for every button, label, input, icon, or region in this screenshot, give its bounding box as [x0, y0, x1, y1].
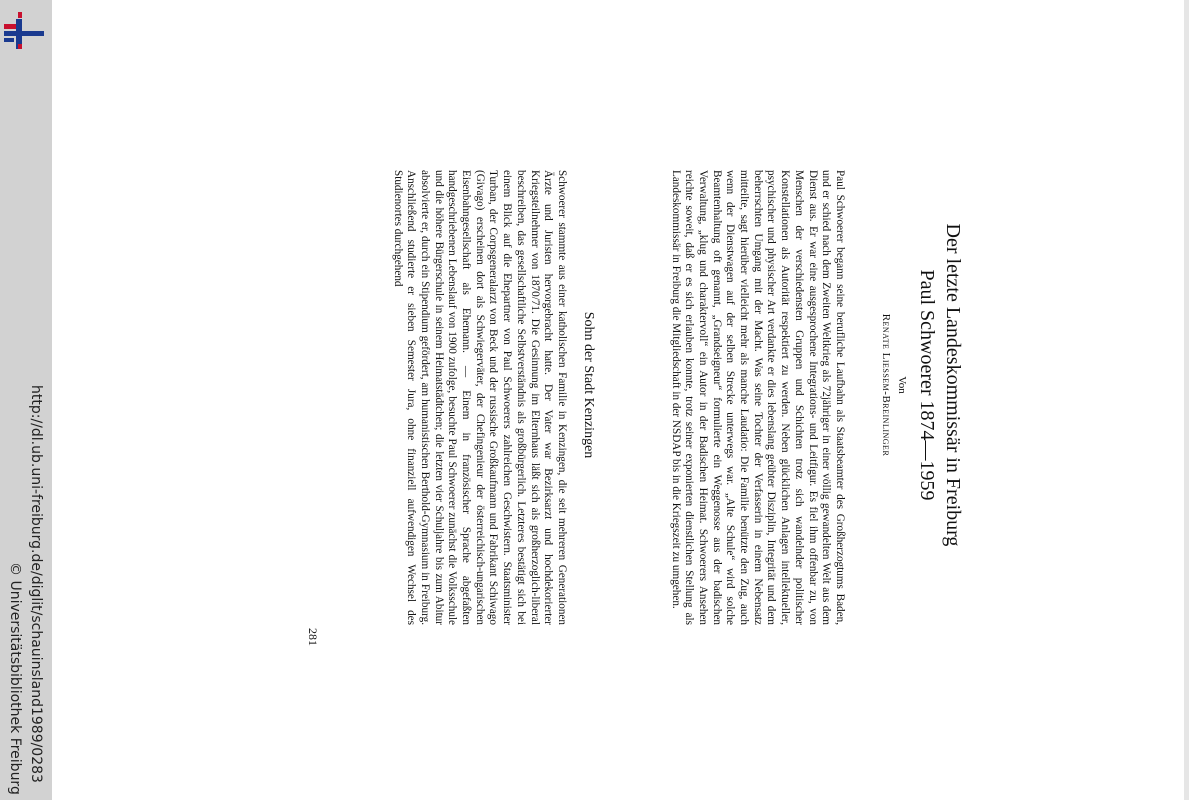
paragraph-1: Paul Schwoerer begann seine berufliche Laufbahn als Staatsbeamter des Großherzogtums Baden, und er schied nach dem Zweiten Weltkrieg als 72jähriger in einer völlig gewandelten Welt aus dem Dienst aus. Er war eine ausgesprochene Integrations- und Leitfigur. Es fiel ihm offenbar zu, von Menschen der verschiedensten Gruppen und Schichten trotz sich wandelnder politischer Konstellationen als Autorität respektiert zu werden. Neben glücklichen Anlagen intellektueller, psychischer und physischer Art verdankte er dies lebenslang geübter Disziplin, Integrität und dem beherrschten Umgang mit der Macht. Was seine Tochter der Verfasserin in einem Nebensatz mitteilte, sagt hierüber vielleicht mehr als manche Laudatio: Die Familie benützte den Zug, auch wenn der Dienstwagen auf der selben Strecke unterwegs war. „Alte Schule“ wird solche Beamtenhaltung oft genannt, „Grandseigneur“ formulierte ein Weggenosse aus der badischen Verwaltung, „klug und charaktervoll“ ein Autor in der Badischen Heimat. Schwoerers Ansehen reichte soweit, daß er es sich erlauben konnte, trotz seiner exponierten dienstlichen Stellung als Landeskommissär in Freiburg die Mitgliedschaft in der NSDAP bis in die Kriegszeit zu umgehen. [669, 170, 846, 625]
scanned-page [306, 170, 966, 650]
title-line-1: Der letzte Landeskommissär in Freiburg [942, 223, 964, 547]
paragraph-2: Schwoerer stammte aus einer katholischen Familie in Kenzingen, die seit mehreren Generationen Ärzte und Juristen hervorgebracht hatte. Der Vater war Bezirksarzt und hochdekorierter Kriegsteilnehmer von 1870/71. Die Gesinnung im Elternhaus läßt sich als großherzoglich-liberal beschreiben, das gesellschaftliche Selbstverständnis als großbürgerlich. Letzteres bestätigt sich bei einem Blick auf die Ehepartner von Paul Schwoerers zahlreichen Geschwistern. Staatsminister Turban, der Corpsgeneralarzt von Beck und der russische Großkaufmann und Fabrikant Schiwago (Givago) erscheinen dort als Schwiegerväter, der Chefingenieur der österreichisch-ungarischen Eisenbahngesellschaft als Ehemann. — Einem in französischer Sprache abgefaßten handgeschriebenen Lebenslauf von 1900 zufolge, besuchte Paul Schwoerer zunächst die Volksschule und die höhere Bürgerschule in seinem Heimatstädtchen; die letzten vier Schuljahre bis zum Abitur absolvierte er, durch ein Stipendium gefördert, am humanistischen Berthold-Gymnasium in Freiburg. Anschließend studierte er sieben Semester Jura, ohne finanziell aufwendigen Wechsel des Studienortes durchgehend [391, 170, 568, 625]
section-heading: Sohn der Stadt Kenzingen [581, 311, 596, 459]
byline-von: Von [896, 376, 908, 394]
article-title [914, 170, 966, 600]
source-url[interactable]: http://dl.ub.uni-freiburg.de/diglit/schauinsland1989/0283 [28, 385, 44, 783]
viewer-sidebar [0, 0, 52, 800]
title-line-2: Paul Schwoerer 1874—1959 [916, 269, 938, 501]
scrollbar-edge [1184, 0, 1189, 800]
copyright-notice: © Universitätsbibliothek Freiburg [7, 562, 23, 795]
author-name: Renate Liessem-Breinlinger [880, 313, 892, 457]
page-number: 281 [306, 628, 320, 646]
